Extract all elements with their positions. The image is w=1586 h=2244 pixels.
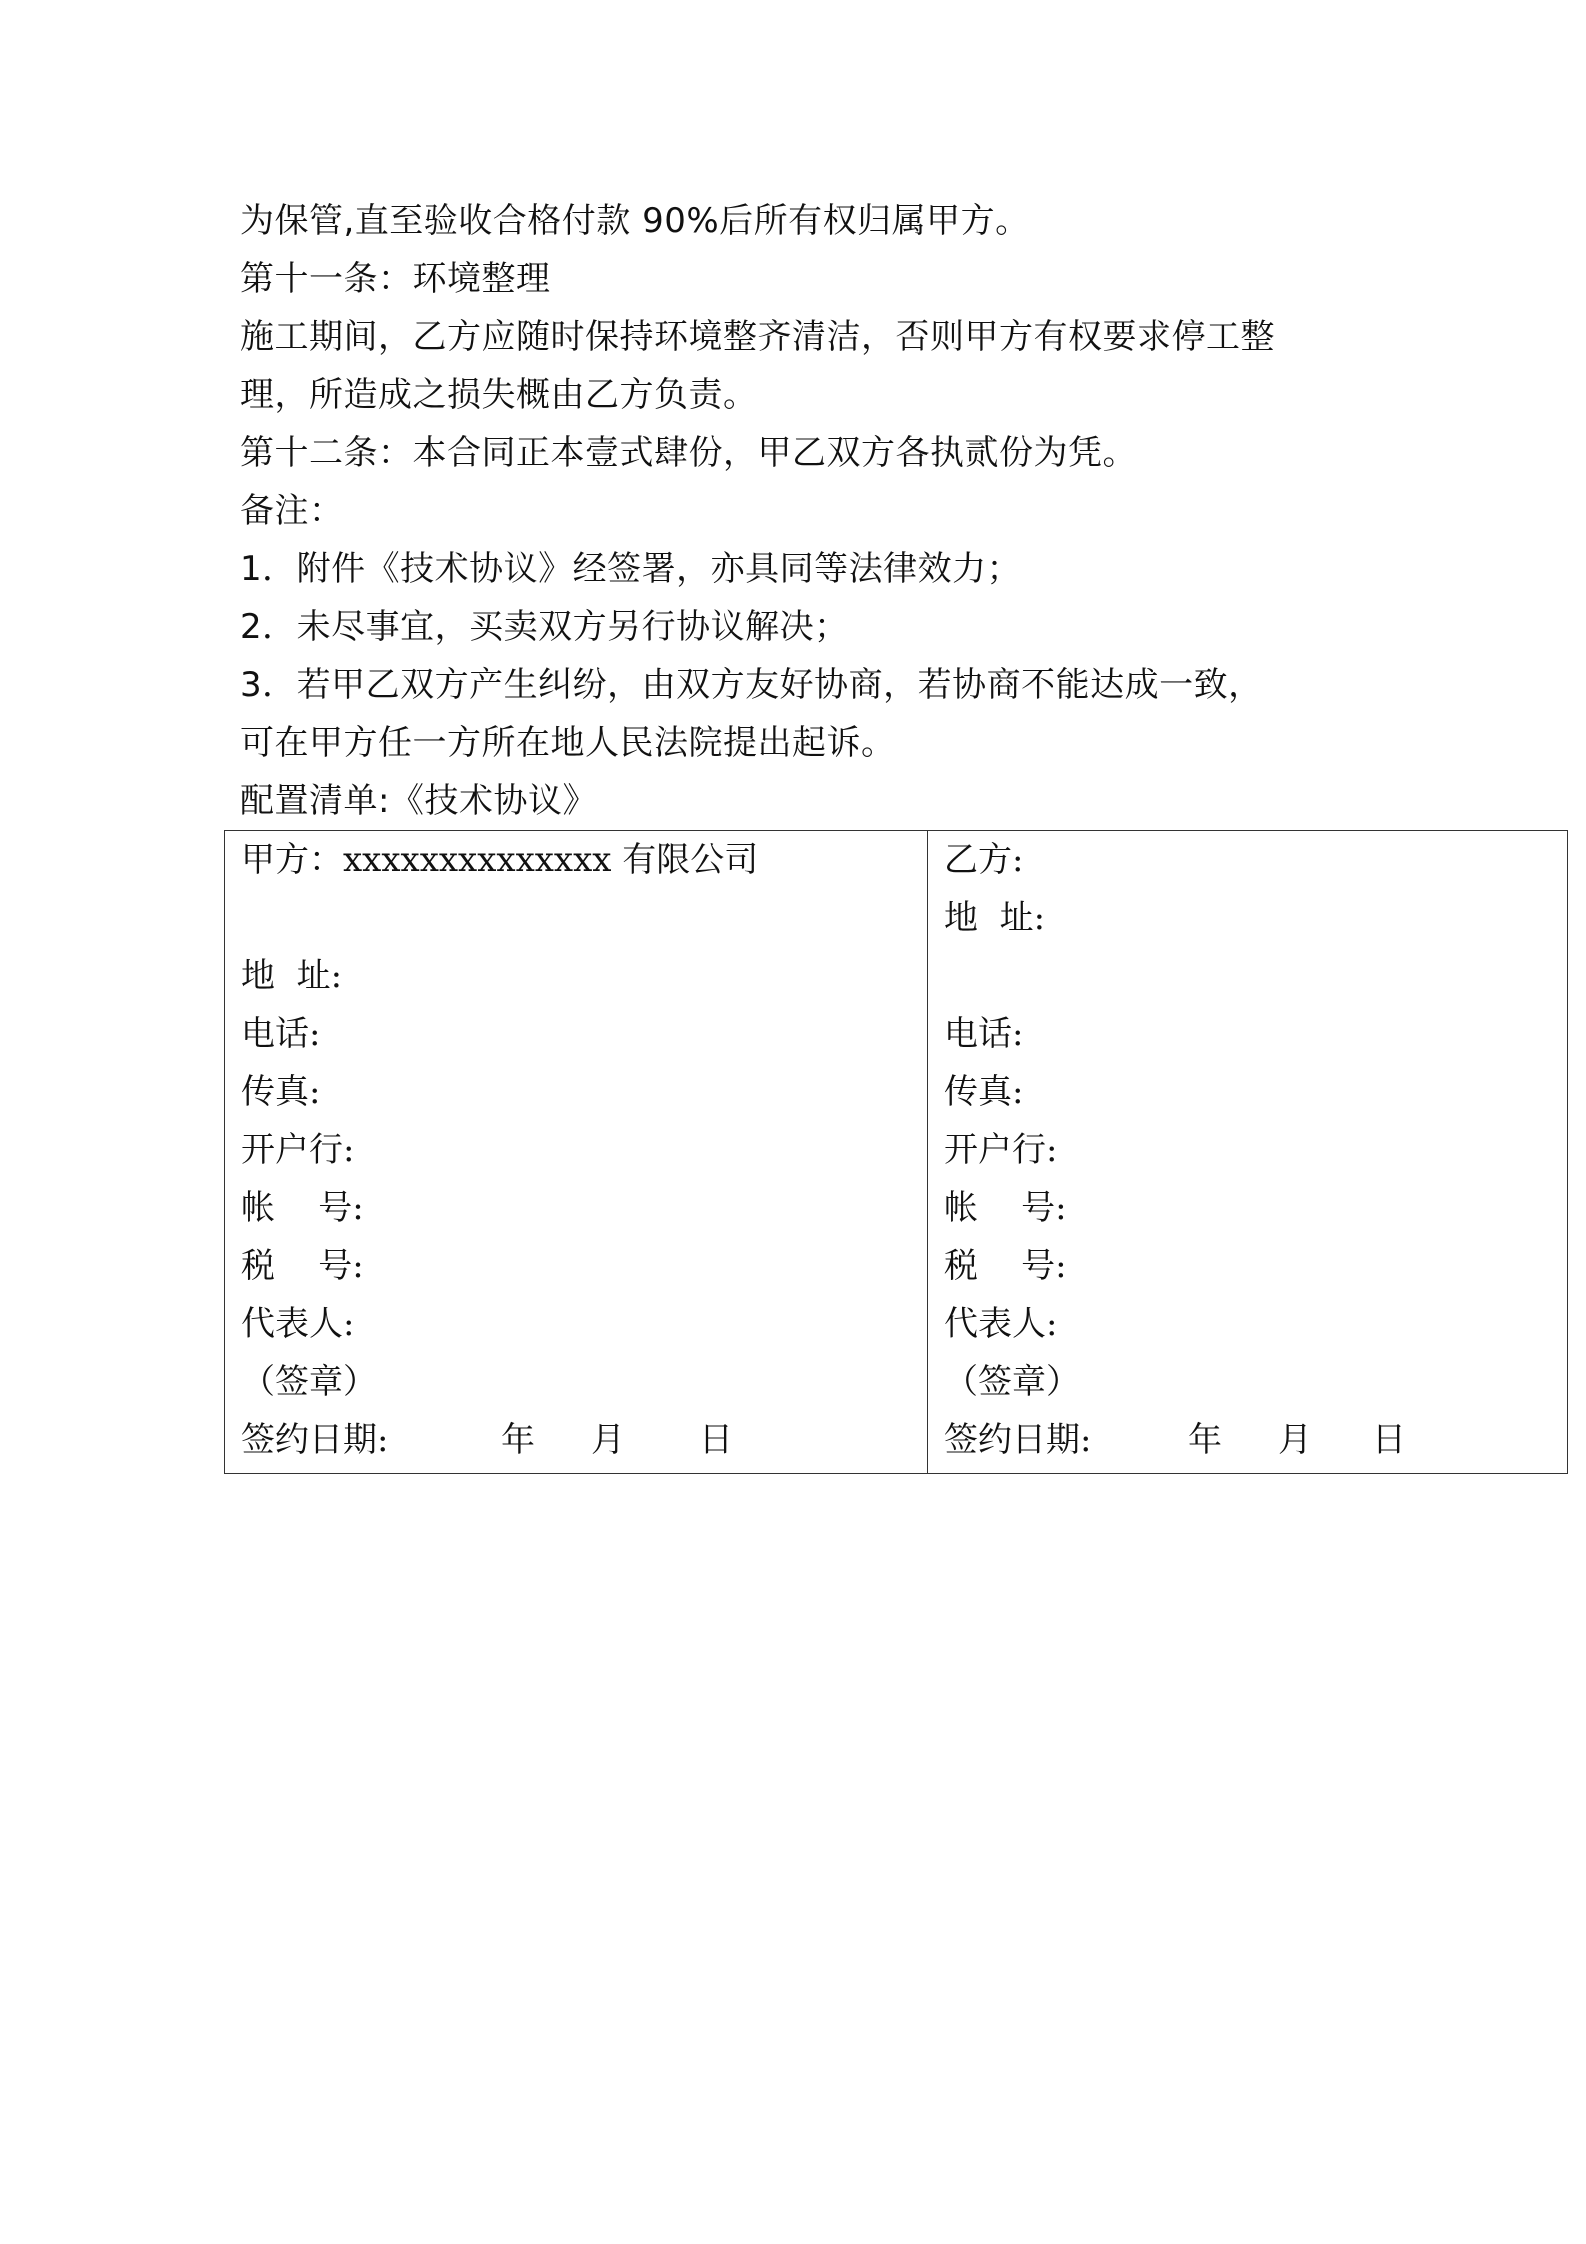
- party-a-fax-row: [241, 1063, 927, 1121]
- party-a-name-row: [241, 831, 927, 889]
- clause-11-heading: 第十一条：环境整理: [240, 259, 551, 299]
- fax-label: 传真:: [241, 1072, 321, 1112]
- body-line: 可在甲方任一方所在地人民法院提出起诉。: [240, 723, 896, 763]
- party-a-phone-row: [241, 1005, 927, 1063]
- remark-item-3: 3．若甲乙双方产生纠纷，由双方友好协商，若协商不能达成一致，: [240, 665, 1263, 705]
- party-a-company-name: xxxxxxxxxxxxxx 有限公司: [343, 840, 759, 880]
- clause-12: 第十二条：本合同正本壹式肆份，甲乙双方各执贰份为凭。: [240, 433, 1137, 473]
- party-b-tax-row: [944, 1237, 1567, 1295]
- body-line: 为保管,直至验收合格付款 90%后所有权归属甲方。: [240, 201, 1030, 241]
- address-label: 地 址:: [943, 898, 1046, 938]
- party-a-account-row: [241, 1179, 927, 1237]
- party-a-tax-row: [241, 1237, 927, 1295]
- config-list-line: 配置清单:《技术协议》: [240, 781, 597, 821]
- blank-row: [944, 947, 1567, 1005]
- day-label: 日: [699, 1420, 733, 1460]
- party-b-rep-row: [944, 1295, 1567, 1353]
- party-a-rep-row: [241, 1295, 927, 1353]
- tax-label: 税 号:: [943, 1246, 1067, 1286]
- remark-item-1: 1．附件《技术协议》经签署，亦具同等法律效力；: [240, 549, 1022, 589]
- fax-label: 传真:: [943, 1072, 1024, 1112]
- body-line: 施工期间，乙方应随时保持环境整齐清洁，否则甲方有权要求停工整: [240, 317, 1275, 357]
- party-b-name-row: [944, 831, 1567, 889]
- address-label: 地 址:: [241, 956, 343, 996]
- party-b-label: 乙方:: [943, 840, 1024, 880]
- tax-label: 税 号:: [241, 1246, 364, 1286]
- blank-row: [241, 889, 927, 947]
- phone-label: 电话:: [241, 1014, 321, 1054]
- contract-body: [240, 192, 1400, 830]
- party-a-bank-row: [241, 1121, 927, 1179]
- month-label: 月: [1277, 1420, 1312, 1460]
- remark-item-2: 2．未尽事宜，买卖双方另行协议解决；: [240, 607, 849, 647]
- party-a-label: 甲方：: [241, 840, 343, 880]
- bank-label: 开户行:: [943, 1130, 1058, 1170]
- bank-label: 开户行:: [241, 1130, 355, 1170]
- party-b-seal-row: [944, 1353, 1567, 1411]
- day-label: 日: [1371, 1420, 1406, 1460]
- remarks-heading: 备注：: [240, 491, 344, 531]
- phone-label: 电话:: [943, 1014, 1024, 1054]
- party-a-address-row: [241, 947, 927, 1005]
- party-a-date-row: [241, 1411, 927, 1469]
- year-label: 年: [1187, 1420, 1222, 1460]
- year-label: 年: [501, 1420, 535, 1460]
- seal-label: （签章）: [241, 1362, 377, 1402]
- party-b-address-row: [944, 889, 1567, 947]
- account-label: 帐 号:: [241, 1188, 364, 1228]
- month-label: 月: [591, 1420, 625, 1460]
- party-b-fax-row: [944, 1063, 1567, 1121]
- party-b-phone-row: [944, 1005, 1567, 1063]
- representative-label: 代表人:: [241, 1304, 355, 1344]
- sign-date-label: 签约日期:: [241, 1420, 389, 1460]
- party-b-bank-row: [944, 1121, 1567, 1179]
- party-b-account-row: [944, 1179, 1567, 1237]
- seal-label: （签章）: [943, 1362, 1080, 1402]
- body-line: 理，所造成之损失概由乙方负责。: [240, 375, 758, 415]
- account-label: 帐 号:: [943, 1188, 1067, 1228]
- representative-label: 代表人:: [943, 1304, 1058, 1344]
- party-b-column: [928, 831, 1567, 1473]
- signature-table: [224, 830, 1568, 1474]
- party-b-date-row: [944, 1411, 1567, 1469]
- party-a-column: [225, 831, 928, 1473]
- sign-date-label: 签约日期:: [943, 1420, 1092, 1460]
- party-a-seal-row: [241, 1353, 927, 1411]
